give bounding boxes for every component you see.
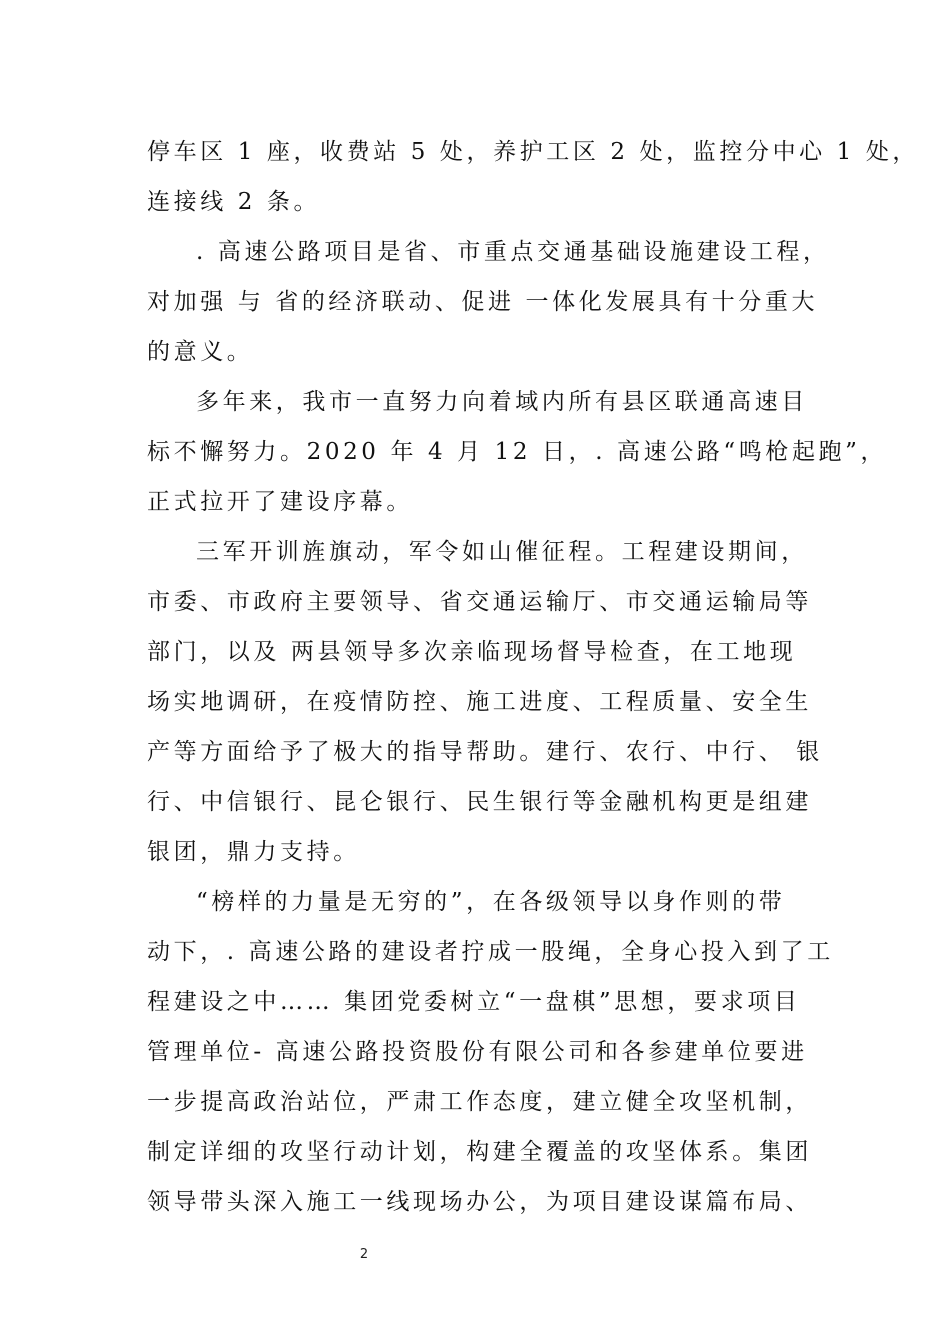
text-line-14: 行、中信银行、昆仑银行、民生银行等金融机构更是组建: [147, 789, 812, 815]
text-line-15: 银团，鼎力支持。: [147, 839, 360, 865]
text-line-5: 的意义。: [147, 339, 254, 365]
text-line-11: 部门，以及 两县领导多次亲临现场督导检查，在工地现: [147, 639, 797, 665]
text-line-19: 管理单位- 高速公路投资股份有限公司和各参建单位要进: [147, 1039, 808, 1065]
text-line-20: 一步提高政治站位，严肃工作态度，建立健全攻坚机制，: [147, 1089, 812, 1115]
text-line-10: 市委、市政府主要领导、省交通运输厅、市交通运输局等: [147, 589, 812, 615]
text-line-4: 对加强 与 省的经济联动、促进 一体化发展具有十分重大: [147, 289, 819, 315]
text-line-8: 正式拉开了建设序幕。: [147, 489, 413, 515]
text-line-18: 程建设之中…… 集团党委树立“一盘棋”思想，要求项目: [147, 989, 801, 1015]
text-line-21: 制定详细的攻坚行动计划，构建全覆盖的攻坚体系。集团: [147, 1139, 812, 1165]
text-line-12: 场实地调研，在疫情防控、施工进度、工程质量、安全生: [147, 689, 812, 715]
paragraph-start-line-16: “榜样的力量是无穷的”，在各级领导以身作则的带: [196, 889, 786, 915]
paragraph-start-line-9: 三军开训旌旗动，军令如山催征程。工程建设期间，: [196, 539, 808, 565]
text-line-13: 产等方面给予了极大的指导帮助。建行、农行、中行、 银: [147, 739, 823, 765]
text-line-7: 标不懈努力。2020 年 4 月 12 日，. 高速公路“鸣枪起跑”，: [147, 439, 888, 465]
text-line-2: 连接线 2 条。: [147, 189, 321, 215]
text-line-1: 停车区 1 座，收费站 5 处，养护工区 2 处，监控分中心 1 处，: [147, 139, 920, 165]
text-line-22: 领导带头深入施工一线现场办公，为项目建设谋篇布局、: [147, 1189, 812, 1215]
paragraph-start-line-6: 多年来，我市一直努力向着域内所有县区联通高速目: [196, 389, 808, 415]
text-line-17: 动下，. 高速公路的建设者拧成一股绳，全身心投入到了工: [147, 939, 834, 965]
paragraph-start-line-3: . 高速公路项目是省、市重点交通基础设施建设工程，: [196, 239, 830, 265]
page-number: 2: [359, 1247, 369, 1262]
